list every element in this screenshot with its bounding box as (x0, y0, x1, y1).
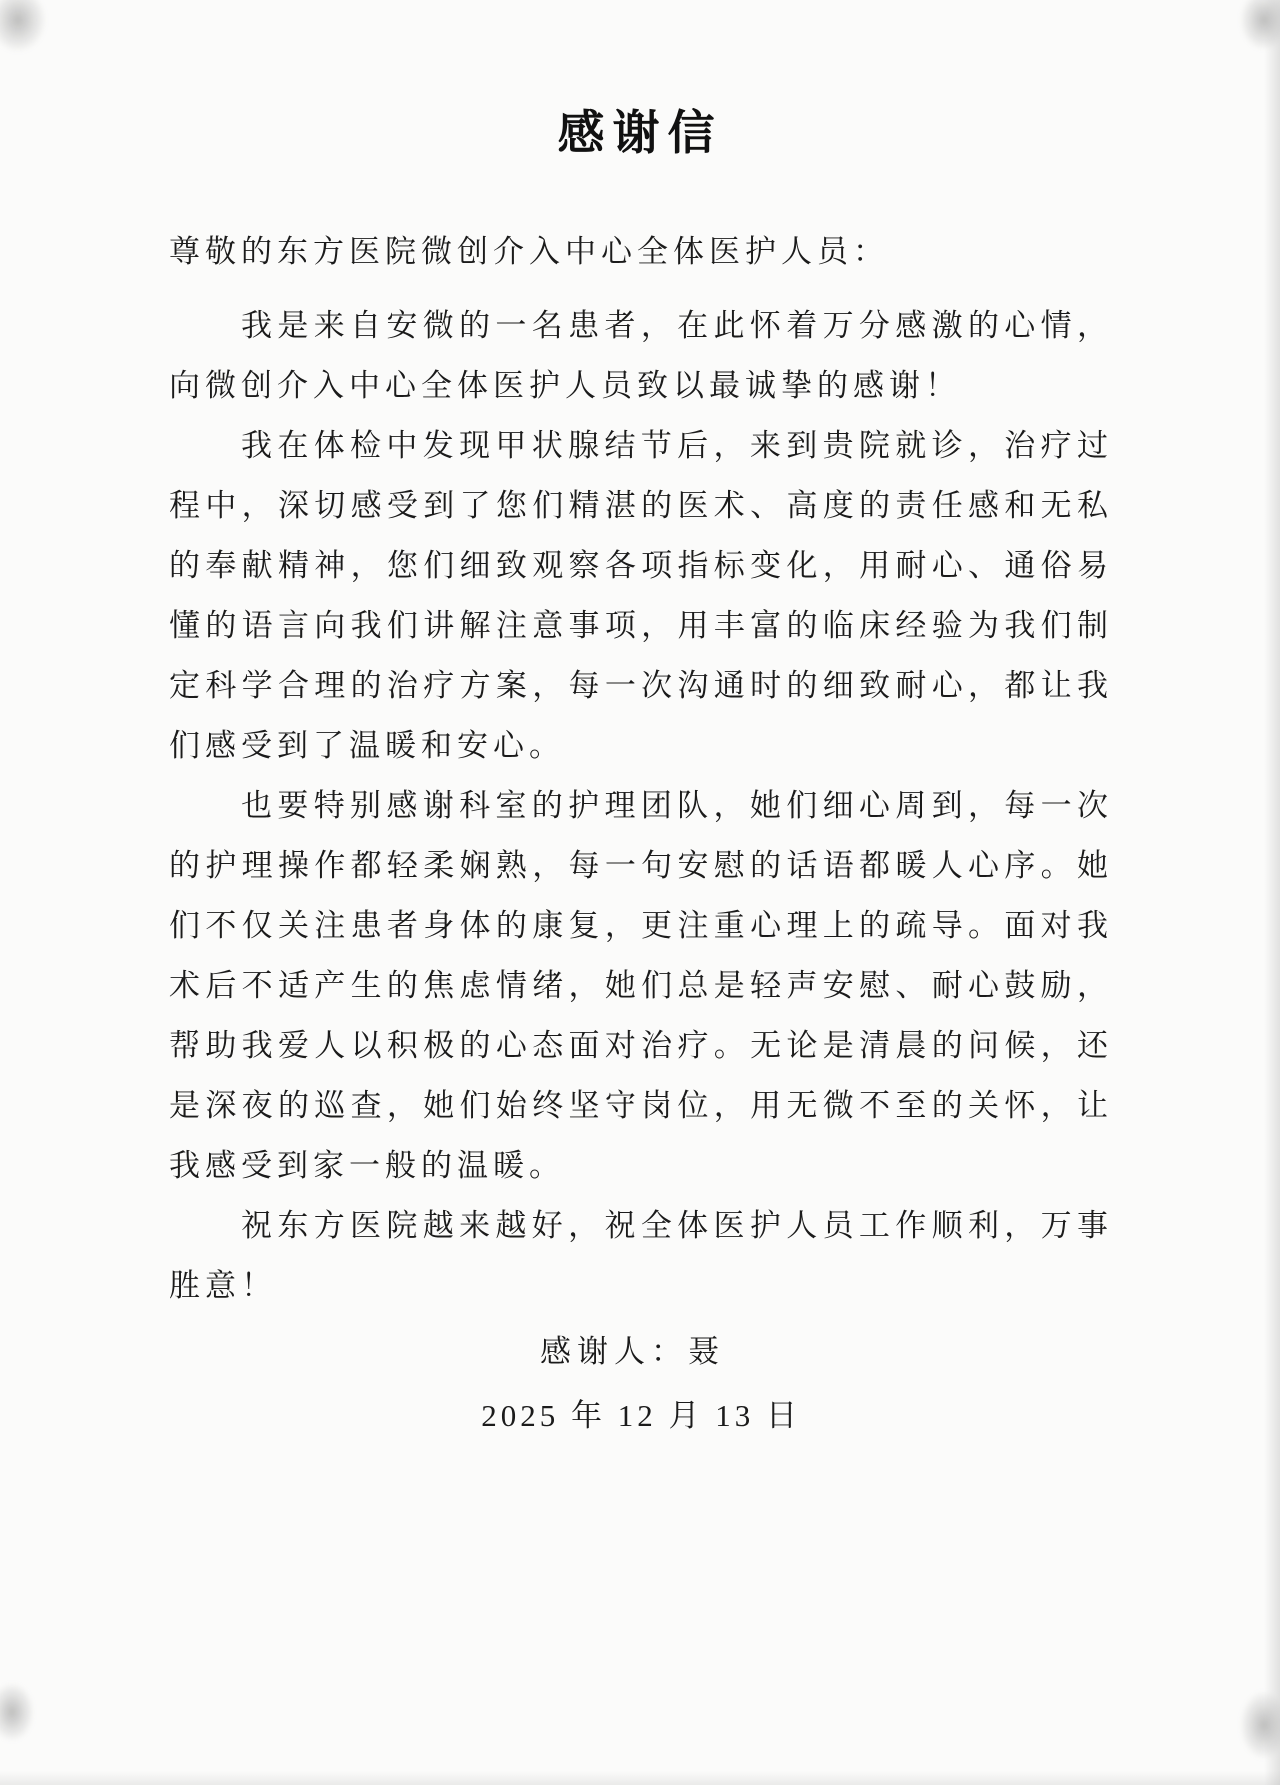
scan-artifact-bottom-right (1240, 1691, 1280, 1759)
paragraph-doctors: 我在体检中发现甲状腺结节后，来到贵院就诊，治疗过程中，深切感受到了您们精湛的医术、高度的责任感和无私的奉献精神，您们细致观察各项指标变化，用耐心、通俗易懂的语言向我们讲解注意事项，用丰富的临床经验为我们制定科学合理的治疗方案，每一次沟通时的细致耐心，都让我们感受到了温暖和安心。 (169, 428, 1113, 763)
date-line: 2025 年 12 月 13 日 (481, 1398, 801, 1433)
scan-artifact-bottom-left (0, 1683, 34, 1741)
salutation-line: 尊敬的东方医院微创介入中心全体医护人员： (169, 234, 889, 269)
scan-artifact-top-right (1240, 0, 1280, 50)
scan-edge-shadow-bottom (0, 1771, 1280, 1785)
paragraph-wishes: 祝东方医院越来越好，祝全体医护人员工作顺利，万事胜意！ (169, 1208, 1113, 1303)
letter-title: 感谢信 (557, 108, 723, 160)
letter-body (169, 222, 1113, 1446)
paragraph-intro: 我是来自安微的一名患者，在此怀着万分感激的心情，向微创介入中心全体医护人员致以最诚挚的感谢！ (169, 308, 1113, 403)
scan-edge-shadow-right (1264, 0, 1280, 1785)
signature-line: 感谢人：聂 (540, 1334, 725, 1369)
scan-artifact-top-left (0, 0, 46, 52)
paragraph-nurses: 也要特别感谢科室的护理团队，她们细心周到，每一次的护理操作都轻柔娴熟，每一句安慰的话语都暖人心序。她们不仅关注患者身体的康复，更注重心理上的疏导。面对我术后不适产生的焦虑情绪，她们总是轻声安慰、耐心鼓励，帮助我爱人以积极的心态面对治疗。无论是清晨的问候，还是深夜的巡查，她们始终坚守岗位，用无微不至的关怀，让我感受到家一般的温暖。 (169, 788, 1113, 1183)
